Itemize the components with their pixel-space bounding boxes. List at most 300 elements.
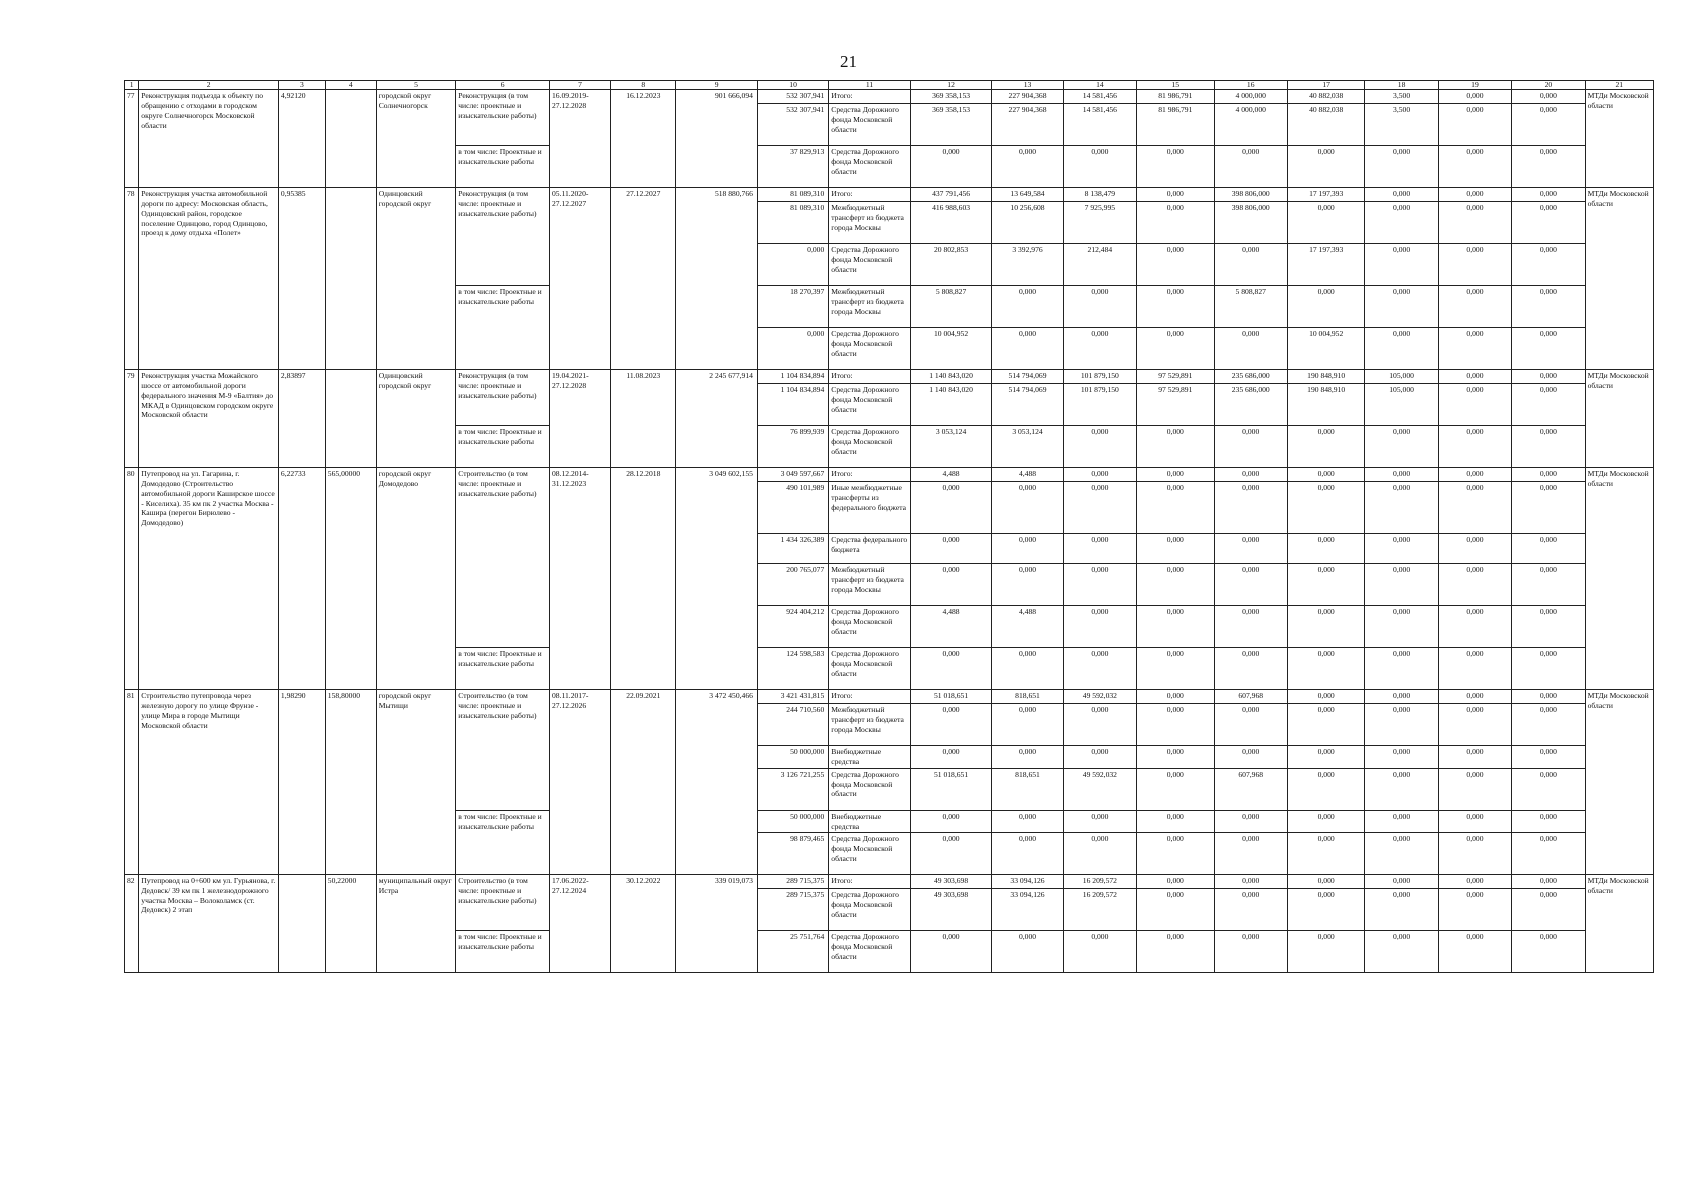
column-number: 4 — [325, 81, 376, 90]
financed-amount: 490 101,989 — [757, 482, 828, 534]
year-amount: 0,000 — [1365, 534, 1438, 564]
year-amount: 0,000 — [910, 648, 992, 690]
length-m — [325, 188, 376, 370]
year-amount: 0,000 — [1438, 146, 1511, 188]
object-name: Реконструкция участка автомобильной дороги по адресу: Московская область, Одинцовский район, городское поселение Одинцово, город Одинцово, проезд к дому отдыха «Полет» — [139, 188, 279, 370]
year-amount: 105,000 — [1365, 384, 1438, 426]
column-number: 14 — [1063, 81, 1136, 90]
period: 17.06.2022-27.12.2024 — [550, 875, 611, 973]
year-amount: 369 358,153 — [910, 90, 992, 104]
object-name: Строительство путепровода через железную дорогу по улице Фрунзе - улице Мира в городе Мытищи Московской области — [139, 690, 279, 875]
year-amount: 0,000 — [1287, 810, 1364, 832]
year-amount: 398 806,000 — [1214, 202, 1287, 244]
financed-amount: 289 715,375 — [757, 875, 828, 889]
estimated-cost: 3 049 602,155 — [676, 468, 758, 690]
year-amount: 33 094,126 — [992, 889, 1063, 931]
financed-amount: 81 089,310 — [757, 188, 828, 202]
year-amount: 227 904,368 — [992, 104, 1063, 146]
year-amount: 0,000 — [1287, 468, 1364, 482]
year-amount: 0,000 — [1512, 426, 1585, 468]
year-amount: 0,000 — [1512, 188, 1585, 202]
year-amount: 0,000 — [1214, 606, 1287, 648]
year-amount: 212,484 — [1063, 244, 1136, 286]
year-amount: 0,000 — [1214, 482, 1287, 534]
year-amount: 0,000 — [992, 146, 1063, 188]
period: 16.09.2019-27.12.2028 — [550, 90, 611, 188]
page-number: 21 — [840, 52, 857, 71]
year-amount: 0,000 — [992, 746, 1063, 768]
financed-amount: 0,000 — [757, 328, 828, 370]
year-amount: 0,000 — [1512, 833, 1585, 875]
length-km: 2,83897 — [278, 370, 325, 468]
year-amount: 0,000 — [1365, 746, 1438, 768]
year-amount: 0,000 — [910, 482, 992, 534]
district: муниципальный округ Истра — [376, 875, 456, 973]
year-amount: 437 791,456 — [910, 188, 992, 202]
year-amount: 0,000 — [992, 704, 1063, 746]
year-amount: 398 806,000 — [1214, 188, 1287, 202]
district: Одинцовский городской округ — [376, 188, 456, 370]
year-amount: 0,000 — [1137, 146, 1214, 188]
year-amount: 0,000 — [1287, 426, 1364, 468]
column-number: 2 — [139, 81, 279, 90]
year-amount: 0,000 — [1137, 833, 1214, 875]
year-amount: 0,000 — [1512, 482, 1585, 534]
year-amount: 0,000 — [1063, 426, 1136, 468]
year-amount: 0,000 — [1438, 90, 1511, 104]
work-type: в том числе: Проектные и изыскательские работы — [456, 648, 550, 690]
year-amount: 0,000 — [1438, 746, 1511, 768]
year-amount: 0,000 — [1063, 328, 1136, 370]
year-amount: 0,000 — [1512, 704, 1585, 746]
funding-source: Межбюджетный трансферт из бюджета города Москвы — [829, 704, 911, 746]
year-amount: 0,000 — [1137, 468, 1214, 482]
year-amount: 0,000 — [1063, 931, 1136, 973]
financed-amount: 3 421 431,815 — [757, 690, 828, 704]
year-amount: 818,651 — [992, 690, 1063, 704]
financed-amount: 532 307,941 — [757, 90, 828, 104]
year-amount: 0,000 — [1287, 833, 1364, 875]
year-amount: 0,000 — [1365, 704, 1438, 746]
year-amount: 0,000 — [1512, 384, 1585, 426]
year-amount: 0,000 — [1287, 534, 1364, 564]
funding-source: Средства Дорожного фонда Московской области — [829, 606, 911, 648]
row-number: 78 — [125, 188, 139, 370]
work-type: Реконструкция (в том числе: проектные и изыскательские работы) — [456, 188, 550, 286]
year-amount: 0,000 — [1137, 768, 1214, 810]
work-type: Реконструкция (в том числе: проектные и изыскательские работы) — [456, 370, 550, 426]
year-amount: 3,500 — [1365, 90, 1438, 104]
year-amount: 0,000 — [1438, 370, 1511, 384]
year-amount: 0,000 — [1137, 188, 1214, 202]
year-amount: 4,488 — [910, 606, 992, 648]
year-amount: 416 988,603 — [910, 202, 992, 244]
year-amount: 0,000 — [1063, 468, 1136, 482]
year-amount: 0,000 — [1438, 606, 1511, 648]
length-km: 1,98290 — [278, 690, 325, 875]
year-amount: 0,000 — [1287, 648, 1364, 690]
financed-amount: 37 829,913 — [757, 146, 828, 188]
year-amount: 0,000 — [1214, 704, 1287, 746]
funding-source: Средства федерального бюджета — [829, 534, 911, 564]
funding-source: Межбюджетный трансферт из бюджета города Москвы — [829, 564, 911, 606]
financed-amount: 1 104 834,894 — [757, 370, 828, 384]
year-amount: 0,000 — [1365, 426, 1438, 468]
year-amount: 0,000 — [1063, 286, 1136, 328]
year-amount: 0,000 — [1438, 534, 1511, 564]
table-row — [125, 875, 1654, 889]
year-amount: 0,000 — [1512, 146, 1585, 188]
year-amount: 514 794,069 — [992, 370, 1063, 384]
year-amount: 40 882,038 — [1287, 90, 1364, 104]
year-amount: 0,000 — [1365, 833, 1438, 875]
year-amount: 0,000 — [1438, 286, 1511, 328]
year-amount: 0,000 — [1063, 746, 1136, 768]
work-type: Строительство (в том числе: проектные и изыскательские работы) — [456, 690, 550, 810]
year-amount: 3 392,976 — [992, 244, 1063, 286]
year-amount: 51 018,651 — [910, 768, 992, 810]
customer: МТДи Московской области — [1585, 468, 1653, 690]
year-amount: 0,000 — [1438, 468, 1511, 482]
year-amount: 5 808,827 — [1214, 286, 1287, 328]
year-amount: 10 004,952 — [910, 328, 992, 370]
length-m: 565,00000 — [325, 468, 376, 690]
year-amount: 0,000 — [992, 810, 1063, 832]
funding-source: Внебюджетные средства — [829, 810, 911, 832]
year-amount: 0,000 — [1365, 146, 1438, 188]
year-amount: 0,000 — [1512, 104, 1585, 146]
table-row — [125, 690, 1654, 704]
year-amount: 0,000 — [1438, 384, 1511, 426]
financed-amount: 0,000 — [757, 244, 828, 286]
year-amount: 0,000 — [1365, 328, 1438, 370]
year-amount: 0,000 — [1287, 704, 1364, 746]
year-amount: 0,000 — [1214, 328, 1287, 370]
year-amount: 0,000 — [1438, 810, 1511, 832]
column-number: 10 — [757, 81, 828, 90]
completion-date: 30.12.2022 — [611, 875, 676, 973]
funding-source: Итого: — [829, 690, 911, 704]
year-amount: 0,000 — [1438, 648, 1511, 690]
year-amount: 0,000 — [1438, 426, 1511, 468]
customer: МТДи Московской области — [1585, 690, 1653, 875]
year-amount: 190 848,910 — [1287, 384, 1364, 426]
year-amount: 0,000 — [910, 746, 992, 768]
year-amount: 97 529,891 — [1137, 384, 1214, 426]
year-amount: 0,000 — [1438, 328, 1511, 370]
object-name: Реконструкция подъезда к объекту по обращению с отходами в городском округе Солнечногорск Московской области — [139, 90, 279, 188]
column-number: 8 — [611, 81, 676, 90]
year-amount: 0,000 — [1137, 875, 1214, 889]
year-amount: 40 882,038 — [1287, 104, 1364, 146]
funding-source: Итого: — [829, 188, 911, 202]
year-amount: 514 794,069 — [992, 384, 1063, 426]
year-amount: 607,968 — [1214, 768, 1287, 810]
year-amount: 0,000 — [1365, 606, 1438, 648]
year-amount: 20 802,853 — [910, 244, 992, 286]
year-amount: 0,000 — [1214, 426, 1287, 468]
year-amount: 13 649,584 — [992, 188, 1063, 202]
year-amount: 81 986,791 — [1137, 104, 1214, 146]
financed-amount: 532 307,941 — [757, 104, 828, 146]
financed-amount: 25 751,764 — [757, 931, 828, 973]
financed-amount: 289 715,375 — [757, 889, 828, 931]
year-amount: 17 197,393 — [1287, 244, 1364, 286]
estimated-cost: 339 019,073 — [676, 875, 758, 973]
year-amount: 0,000 — [1214, 889, 1287, 931]
year-amount: 0,000 — [1512, 244, 1585, 286]
financed-amount: 50 000,000 — [757, 746, 828, 768]
year-amount: 818,651 — [992, 768, 1063, 810]
year-amount: 0,000 — [1063, 810, 1136, 832]
year-amount: 4,488 — [992, 606, 1063, 648]
year-amount: 0,000 — [1063, 648, 1136, 690]
year-amount: 0,000 — [1512, 90, 1585, 104]
year-amount: 0,000 — [1365, 810, 1438, 832]
year-amount: 0,000 — [1137, 564, 1214, 606]
row-number: 79 — [125, 370, 139, 468]
length-m — [325, 370, 376, 468]
year-amount: 0,000 — [1287, 690, 1364, 704]
column-number: 9 — [676, 81, 758, 90]
year-amount: 0,000 — [1365, 889, 1438, 931]
column-number: 1 — [125, 81, 139, 90]
year-amount: 0,000 — [1287, 931, 1364, 973]
year-amount: 0,000 — [1137, 482, 1214, 534]
year-amount: 0,000 — [1512, 875, 1585, 889]
year-amount: 0,000 — [1287, 286, 1364, 328]
funding-source: Межбюджетный трансферт из бюджета города Москвы — [829, 202, 911, 244]
row-number: 81 — [125, 690, 139, 875]
year-amount: 10 256,608 — [992, 202, 1063, 244]
row-number: 82 — [125, 875, 139, 973]
year-amount: 0,000 — [992, 286, 1063, 328]
year-amount: 0,000 — [1438, 564, 1511, 606]
year-amount: 17 197,393 — [1287, 188, 1364, 202]
funding-source: Средства Дорожного фонда Московской области — [829, 146, 911, 188]
length-m: 50,22000 — [325, 875, 376, 973]
year-amount: 0,000 — [1137, 534, 1214, 564]
customer: МТДи Московской области — [1585, 370, 1653, 468]
year-amount: 369 358,153 — [910, 104, 992, 146]
column-number: 5 — [376, 81, 456, 90]
district: городской округ Солнечногорск — [376, 90, 456, 188]
column-number: 12 — [910, 81, 992, 90]
funding-source: Средства Дорожного фонда Московской области — [829, 833, 911, 875]
year-amount: 0,000 — [1137, 690, 1214, 704]
column-number: 6 — [456, 81, 550, 90]
year-amount: 0,000 — [1287, 564, 1364, 606]
year-amount: 0,000 — [1214, 746, 1287, 768]
funding-source: Средства Дорожного фонда Московской области — [829, 889, 911, 931]
year-amount: 0,000 — [1365, 931, 1438, 973]
year-amount: 0,000 — [1137, 286, 1214, 328]
year-amount: 0,000 — [1137, 202, 1214, 244]
year-amount: 0,000 — [1365, 690, 1438, 704]
year-amount: 4 000,000 — [1214, 90, 1287, 104]
year-amount: 0,000 — [1214, 833, 1287, 875]
year-amount: 0,000 — [1438, 768, 1511, 810]
year-amount: 4,488 — [910, 468, 992, 482]
funding-source: Средства Дорожного фонда Московской области — [829, 328, 911, 370]
year-amount: 49 303,698 — [910, 875, 992, 889]
district: Одинцовский городской округ — [376, 370, 456, 468]
year-amount: 0,000 — [1365, 482, 1438, 534]
year-amount: 0,000 — [910, 810, 992, 832]
year-amount: 49 592,032 — [1063, 768, 1136, 810]
year-amount: 4 000,000 — [1214, 104, 1287, 146]
district: городской округ Домодедово — [376, 468, 456, 690]
financed-amount: 124 598,583 — [757, 648, 828, 690]
period: 08.11.2017-27.12.2026 — [550, 690, 611, 875]
year-amount: 0,000 — [992, 931, 1063, 973]
year-amount: 4,488 — [992, 468, 1063, 482]
customer: МТДи Московской области — [1585, 188, 1653, 370]
funding-source: Средства Дорожного фонда Московской области — [829, 426, 911, 468]
year-amount: 0,000 — [1512, 606, 1585, 648]
work-type: в том числе: Проектные и изыскательские работы — [456, 286, 550, 370]
financed-amount: 244 710,560 — [757, 704, 828, 746]
row-number: 80 — [125, 468, 139, 690]
year-amount: 0,000 — [1365, 564, 1438, 606]
year-amount: 0,000 — [1287, 768, 1364, 810]
financed-amount: 98 879,465 — [757, 833, 828, 875]
table-row — [125, 90, 1654, 104]
year-amount: 97 529,891 — [1137, 370, 1214, 384]
completion-date: 22.09.2021 — [611, 690, 676, 875]
year-amount: 49 303,698 — [910, 889, 992, 931]
funding-source: Итого: — [829, 875, 911, 889]
year-amount: 0,000 — [1365, 202, 1438, 244]
funding-source: Иные межбюджетные трансферты из федерального бюджета — [829, 482, 911, 534]
year-amount: 0,000 — [1137, 810, 1214, 832]
year-amount: 101 879,150 — [1063, 370, 1136, 384]
year-amount: 81 986,791 — [1137, 90, 1214, 104]
year-amount: 0,000 — [1438, 244, 1511, 286]
year-amount: 0,000 — [1287, 746, 1364, 768]
year-amount: 0,000 — [1063, 606, 1136, 648]
year-amount: 0,000 — [1137, 244, 1214, 286]
column-number: 17 — [1287, 81, 1364, 90]
year-amount: 0,000 — [1438, 931, 1511, 973]
year-amount: 0,000 — [1365, 286, 1438, 328]
year-amount: 0,000 — [1438, 202, 1511, 244]
year-amount: 0,000 — [1287, 889, 1364, 931]
year-amount: 3 053,124 — [992, 426, 1063, 468]
year-amount: 0,000 — [1287, 606, 1364, 648]
year-amount: 105,000 — [1365, 370, 1438, 384]
year-amount: 14 581,456 — [1063, 90, 1136, 104]
funding-source: Средства Дорожного фонда Московской области — [829, 648, 911, 690]
financed-amount: 924 404,212 — [757, 606, 828, 648]
estimated-cost: 2 245 677,914 — [676, 370, 758, 468]
funding-source: Средства Дорожного фонда Московской области — [829, 768, 911, 810]
completion-date: 28.12.2018 — [611, 468, 676, 690]
row-number: 77 — [125, 90, 139, 188]
year-amount: 0,000 — [1512, 534, 1585, 564]
year-amount: 0,000 — [1438, 690, 1511, 704]
estimated-cost: 901 666,094 — [676, 90, 758, 188]
year-amount: 0,000 — [1137, 426, 1214, 468]
period: 08.12.2014-31.12.2023 — [550, 468, 611, 690]
year-amount: 0,000 — [1287, 482, 1364, 534]
period: 19.04.2021-27.12.2028 — [550, 370, 611, 468]
year-amount: 0,000 — [1365, 468, 1438, 482]
year-amount: 0,000 — [992, 648, 1063, 690]
table-row — [125, 468, 1654, 482]
year-amount: 0,000 — [1365, 875, 1438, 889]
year-amount: 0,000 — [1512, 690, 1585, 704]
year-amount: 0,000 — [1512, 468, 1585, 482]
year-amount: 1 140 843,020 — [910, 370, 992, 384]
year-amount: 0,000 — [1512, 286, 1585, 328]
program-table — [124, 80, 1654, 973]
year-amount: 0,000 — [1512, 810, 1585, 832]
completion-date: 11.08.2023 — [611, 370, 676, 468]
year-amount: 0,000 — [1137, 746, 1214, 768]
year-amount: 0,000 — [1063, 564, 1136, 606]
year-amount: 235 686,000 — [1214, 370, 1287, 384]
year-amount: 0,000 — [1214, 534, 1287, 564]
year-amount: 0,000 — [1512, 768, 1585, 810]
year-amount: 0,000 — [1512, 564, 1585, 606]
year-amount: 0,000 — [1137, 606, 1214, 648]
year-amount: 0,000 — [1063, 833, 1136, 875]
year-amount: 0,000 — [1438, 833, 1511, 875]
year-amount: 0,000 — [1137, 704, 1214, 746]
year-amount: 0,000 — [1438, 889, 1511, 931]
year-amount: 0,000 — [1438, 704, 1511, 746]
length-km: 4,92120 — [278, 90, 325, 188]
year-amount: 0,000 — [1137, 648, 1214, 690]
funding-source: Итого: — [829, 468, 911, 482]
work-type: Реконструкция (в том числе: проектные и изыскательские работы) — [456, 90, 550, 146]
column-number: 15 — [1137, 81, 1214, 90]
financed-amount: 18 270,397 — [757, 286, 828, 328]
work-type: Строительство (в том числе: проектные и изыскательские работы) — [456, 875, 550, 931]
estimated-cost: 518 880,766 — [676, 188, 758, 370]
year-amount: 10 004,952 — [1287, 328, 1364, 370]
column-number: 3 — [278, 81, 325, 90]
district: городской округ Мытищи — [376, 690, 456, 875]
work-type: в том числе: Проектные и изыскательские работы — [456, 426, 550, 468]
object-name: Путепровод на 0+600 км ул. Гурьянова, г. Дедовск/ 39 км пк 1 железнодорожного участка Москва – Волоколамск (ст. Дедовск) 2 этап — [139, 875, 279, 973]
financed-amount: 1 104 834,894 — [757, 384, 828, 426]
customer: МТДи Московской области — [1585, 875, 1653, 973]
year-amount: 0,000 — [1137, 328, 1214, 370]
year-amount: 1 140 843,020 — [910, 384, 992, 426]
year-amount: 0,000 — [1365, 188, 1438, 202]
length-m — [325, 90, 376, 188]
year-amount: 190 848,910 — [1287, 370, 1364, 384]
year-amount: 0,000 — [910, 146, 992, 188]
funding-source: Средства Дорожного фонда Московской области — [829, 104, 911, 146]
year-amount: 0,000 — [1137, 931, 1214, 973]
year-amount: 0,000 — [1438, 482, 1511, 534]
table-row — [125, 188, 1654, 202]
year-amount: 0,000 — [1287, 875, 1364, 889]
year-amount: 0,000 — [992, 564, 1063, 606]
year-amount: 0,000 — [1063, 534, 1136, 564]
year-amount: 0,000 — [1287, 146, 1364, 188]
period: 05.11.2020-27.12.2027 — [550, 188, 611, 370]
year-amount: 0,000 — [1137, 889, 1214, 931]
year-amount: 0,000 — [1512, 746, 1585, 768]
completion-date: 27.12.2027 — [611, 188, 676, 370]
year-amount: 0,000 — [992, 482, 1063, 534]
year-amount: 0,000 — [1365, 768, 1438, 810]
financed-amount: 76 899,939 — [757, 426, 828, 468]
